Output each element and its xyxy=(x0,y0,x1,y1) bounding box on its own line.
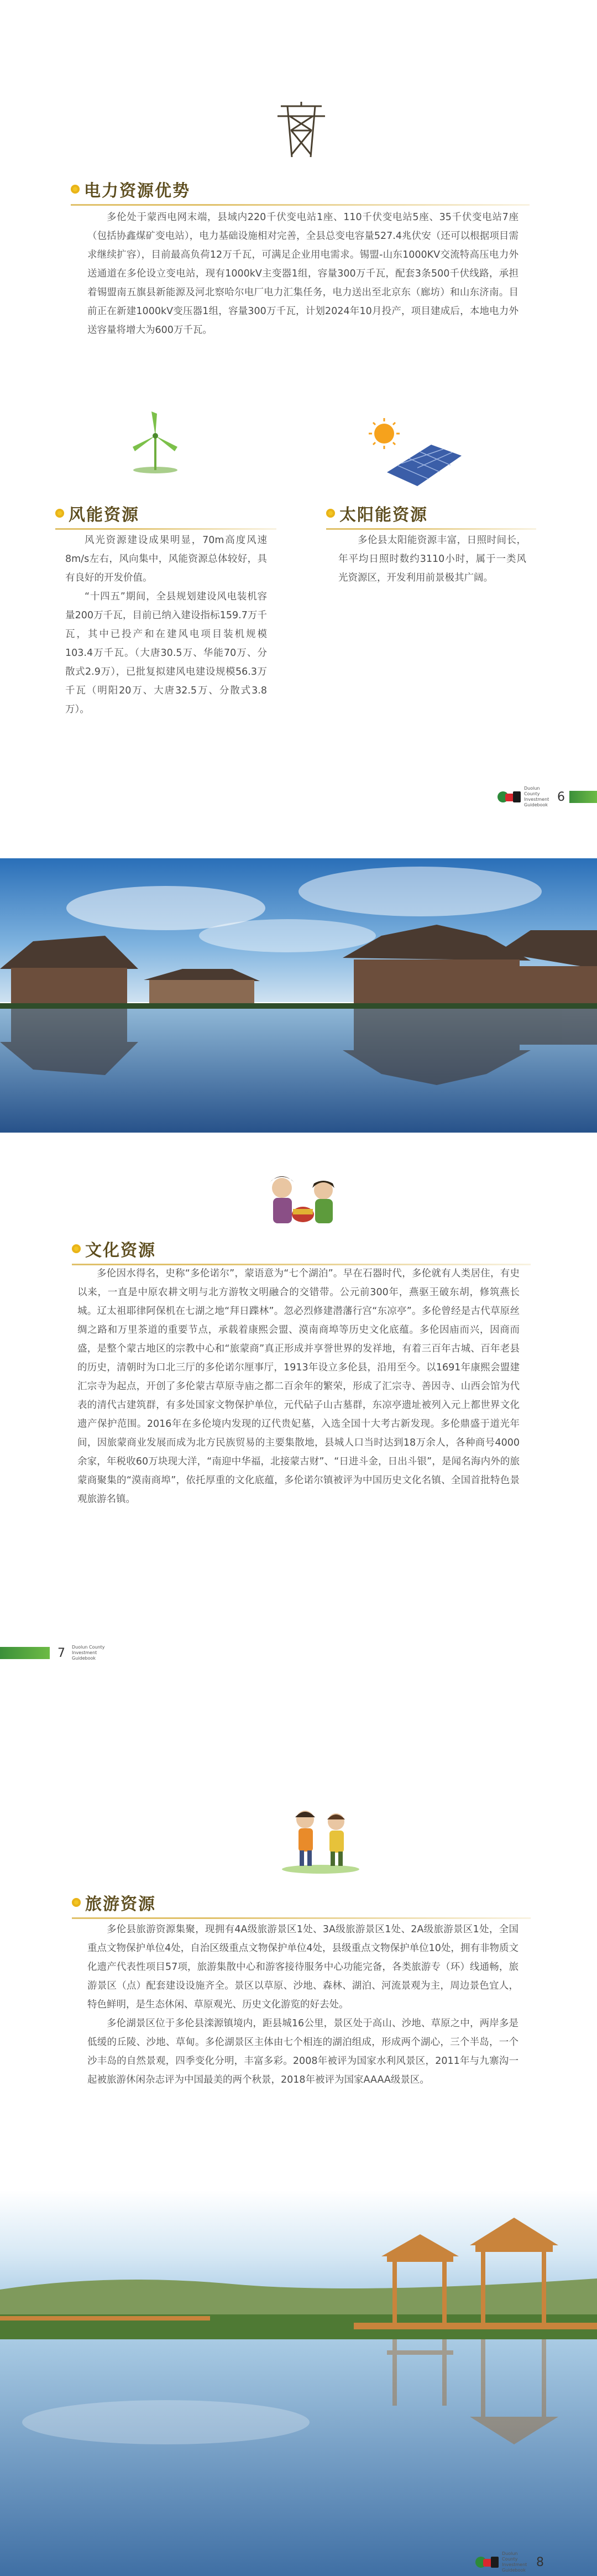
transmission-tower-icon xyxy=(276,100,326,160)
guidebook-logo-text: Duolun County Investment Guidebook xyxy=(72,1645,105,1661)
wind-turbine-icon xyxy=(125,408,186,474)
page-number: 6 xyxy=(557,790,565,804)
tourism-paragraph-2: 多伦湖景区位于多伦县滦源镇境内，距县城16公里，景区处于高山、沙地、草原之中，两岸多是低缓的丘陵、沙地、草甸。多伦湖景区主体由七个相连的湖泊组成，形成两个湖心，三个半岛，一个沙丰岛的自然景观，四季变化分明，丰富多彩。2008年被评为国家水利风景区，2011年与九寨沟一起被旅游休闲杂志评为中国最美的两个秋景，2018年被评为国家AAAA级景区。 xyxy=(87,2018,519,2085)
tourism-title: 旅游资源 xyxy=(85,1895,156,1914)
tourism-paragraph-1: 多伦县旅游资源集聚，现拥有4A级旅游景区1处、3A级旅游景区1处、2A级旅游景区1处，全国重点文物保护单位4处，自治区级重点文物保护单位4处，县级重点文物保护单位10处，拥有非物质文化遗产代表性项目57项，旅游集散中心和游客接待服务中心功能完备，各类旅游专（环）线通畅，旅游景区（点）配套建设设施齐全。景区以草原、沙地、森林、湖泊、河流景观为主，周边景色宜人，特色鲜明，是生态休闲、草原观光、历史文化游览的好去处。 xyxy=(87,1924,519,2010)
heading-bullet-icon xyxy=(326,509,335,518)
culture-heading xyxy=(72,1237,531,1261)
hikers-icon xyxy=(276,1803,365,1875)
solar-title: 太阳能资源 xyxy=(339,505,428,525)
wind-heading xyxy=(55,501,276,525)
culture-figures-icon xyxy=(260,1166,348,1232)
tourism-heading xyxy=(72,1890,531,1915)
page-number: 8 xyxy=(536,2555,544,2569)
power-heading xyxy=(71,177,530,201)
lake-pavilion-photo xyxy=(0,2190,597,2576)
culture-title: 文化资源 xyxy=(85,1241,156,1260)
heading-bullet-icon xyxy=(71,185,80,194)
wind-title: 风能资源 xyxy=(69,505,139,525)
solar-heading xyxy=(326,501,536,525)
tourism-section xyxy=(0,1748,597,2576)
solar-panel-icon xyxy=(365,417,464,489)
wind-text xyxy=(65,531,267,719)
page-6-footer xyxy=(498,786,597,807)
guidebook-logo-icon xyxy=(498,790,522,804)
heading-bullet-icon xyxy=(72,1244,81,1253)
page-number: 7 xyxy=(57,1646,65,1660)
page-8-footer xyxy=(475,2551,597,2573)
temple-photo xyxy=(0,858,597,1133)
solar-text xyxy=(338,531,526,587)
page-7-footer xyxy=(0,1646,122,1660)
heading-bullet-icon xyxy=(72,1898,81,1907)
wind-paragraph-1: 风光资源建设成果明显，70m高度风速8m/s左右，风向集中，风能资源总体较好，具有良好的开发价值。 xyxy=(65,535,267,583)
solar-paragraph: 多伦县太阳能资源丰富，日照时间长，年平均日照时数约3110小时，属于一类风光资源区，开发利用前景极其广阔。 xyxy=(338,535,526,583)
culture-text xyxy=(77,1264,520,1509)
power-text xyxy=(87,208,519,340)
culture-section xyxy=(0,1133,597,1724)
temple-illustration xyxy=(0,858,597,1133)
power-title: 电力资源优势 xyxy=(84,181,190,201)
guidebook-logo xyxy=(70,1645,105,1661)
tourism-text xyxy=(87,1920,519,2089)
power-section xyxy=(0,0,597,841)
lake-illustration xyxy=(0,2190,597,2576)
guidebook-logo xyxy=(475,2551,532,2573)
culture-paragraph: 多伦因水得名，史称“多伦诺尔”，蒙语意为“七个湖泊”。早在石器时代，多伦就有人类居住，有史以来，一直是中原农耕文明与北方游牧文明融合的交错带。公元前300年，燕驱王破东胡，修筑燕长城。辽太祖耶律阿保机在七湖之地“拜日蹀林”。忽必烈修建潜藩行宫“东凉亭”。多伦曾经是古代草原丝绸之路和万里茶道的重要节点，承载着康熙会盟、漠南商埠等历史文化底蕴。多伦因庙而兴，因商而盛，是整个蒙古地区的宗教中心和“旅蒙商”真正形成并享誉世界的发祥地，有着三百年古城、百年老县的历史，清朝时为口北三厅的多伦诺尔厘事厅，1913年设立多伦县，沿用至今。以1691年康熙会盟建汇宗寺为起点，开创了多伦蒙古草原寺庙之都二百余年的繁荣，形成了汇宗寺、善因寺、山西会馆为代表的清代古建筑群，有多处国家文物保护单位，元代砧子山古墓群，东凉亭遗址被列入元上都世界文化遗产保护范围。2016年在多伦境内发现的辽代贵妃墓，入选全国十大考古新发现。多伦鼎盛于道光年间，因旅蒙商业发展而成为北方民族贸易的主要集散地，县城人口当时达到18万余人，各种商号4000余家，年税收60万块现大洋，“南迎中华福，北接蒙古财”、“日进斗金，日出斗银”，是闻名海内外的旅蒙商聚集的“漠南商埠”，依托厚重的文化底蕴，多伦诺尔镇被评为中国历史文化名镇、全国首批特色景观旅游名镇。 xyxy=(77,1268,520,1505)
guidebook-logo xyxy=(498,786,554,808)
power-paragraph: 多伦处于蒙西电网末端，县域内220千伏变电站1座、110千伏变电站5座、35千伏变电站7座（包括协鑫煤矿变电站），电力基础设施相对完善，全县总变电容量527.4兆伏安（还可以根据项目需求继续扩容），目前最高负荷12万千瓦，可满足企业用电需求。锡盟-山东1000KV交流特高压电力外送通道在多伦设立变电站，现有1000kV主变器1组，容量300万千瓦，配套3条500千伏线路，承担着锡盟南五旗县新能源及河北察哈尔电厂电力汇集任务，电力送出至北京东（廊坊）和山东济南。目前正在新建1000kV变压器1组，容量300万千瓦，计划2024年10月投产，项目建成后，本地电力外送容量将增大为600万千瓦。 xyxy=(87,212,519,336)
heading-bullet-icon xyxy=(55,509,64,518)
guidebook-logo-text: Duolun County Investment Guidebook xyxy=(524,786,549,807)
guidebook-logo-icon xyxy=(475,2556,500,2569)
guidebook-logo-text: Duolun County Investment Guidebook xyxy=(502,2551,527,2573)
wind-paragraph-2: “十四五”期间，全县规划建设风电装机容量200万千瓦，目前已纳入建设指标159.7万千瓦，其中已投产和在建风电项目装机规模103.4万千瓦。（大唐30.5万、华能70万、分散式2.9万），已批复拟建风电建设规模56.3万千瓦（明阳20万、大唐32.5万、分散式3.8万）。 xyxy=(65,591,267,715)
